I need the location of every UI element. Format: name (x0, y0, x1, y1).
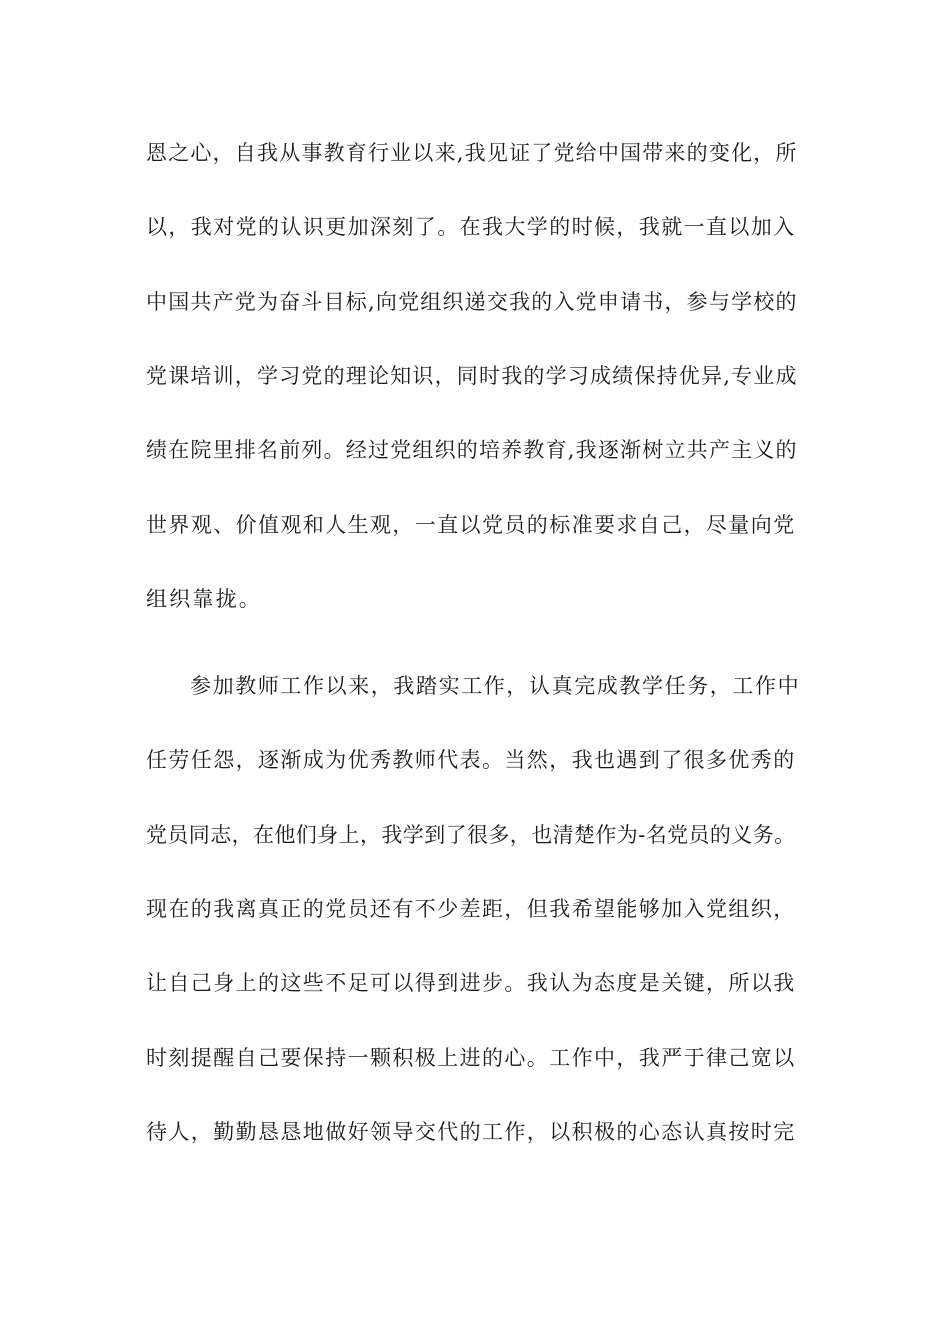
text-line: 以，我对党的认识更加深刻了。在我大学的时候，我就一直以加入 (146, 215, 796, 239)
text-line: 党课培训，学习党的理论知识，同时我的学习成绩保持优异,专业成 (146, 364, 798, 388)
text-line: 世界观、价值观和人生观，一直以党员的标准要求自己，尽量向党 (146, 513, 796, 537)
text-line: 党员同志，在他们身上，我学到了很多，也清楚作为-名党员的义务。 (146, 823, 796, 847)
text-line: 参加教师工作以来，我踏实工作，认真完成教学任务，工作中 (190, 674, 801, 698)
text-line: 时刻提醒自己要保持一颗积极上进的心。工作中，我严于律己宽以 (146, 1046, 796, 1070)
text-line: 现在的我离真正的党员还有不少差距，但我希望能够加入党组织， (146, 897, 796, 921)
text-line: 绩在院里排名前列。经过党组织的培养教育,我逐渐树立共产主义的 (146, 438, 798, 462)
text-line: 中国共产党为奋斗目标,向党组织递交我的入党申请书，参与学校的 (146, 290, 798, 314)
text-line: 让自己身上的这些不足可以得到进步。我认为态度是关键，所以我 (146, 971, 796, 995)
text-line: 待人，勤勤恳恳地做好领导交代的工作，以积极的心态认真按时完 (146, 1120, 796, 1144)
text-line: 任劳任怨，逐渐成为优秀教师代表。当然，我也遇到了很多优秀的 (146, 748, 796, 772)
text-line: 恩之心，自我从事教育行业以来,我见证了党给中国带来的变化，所 (146, 141, 798, 165)
text-line: 组织靠拢。 (146, 587, 262, 611)
